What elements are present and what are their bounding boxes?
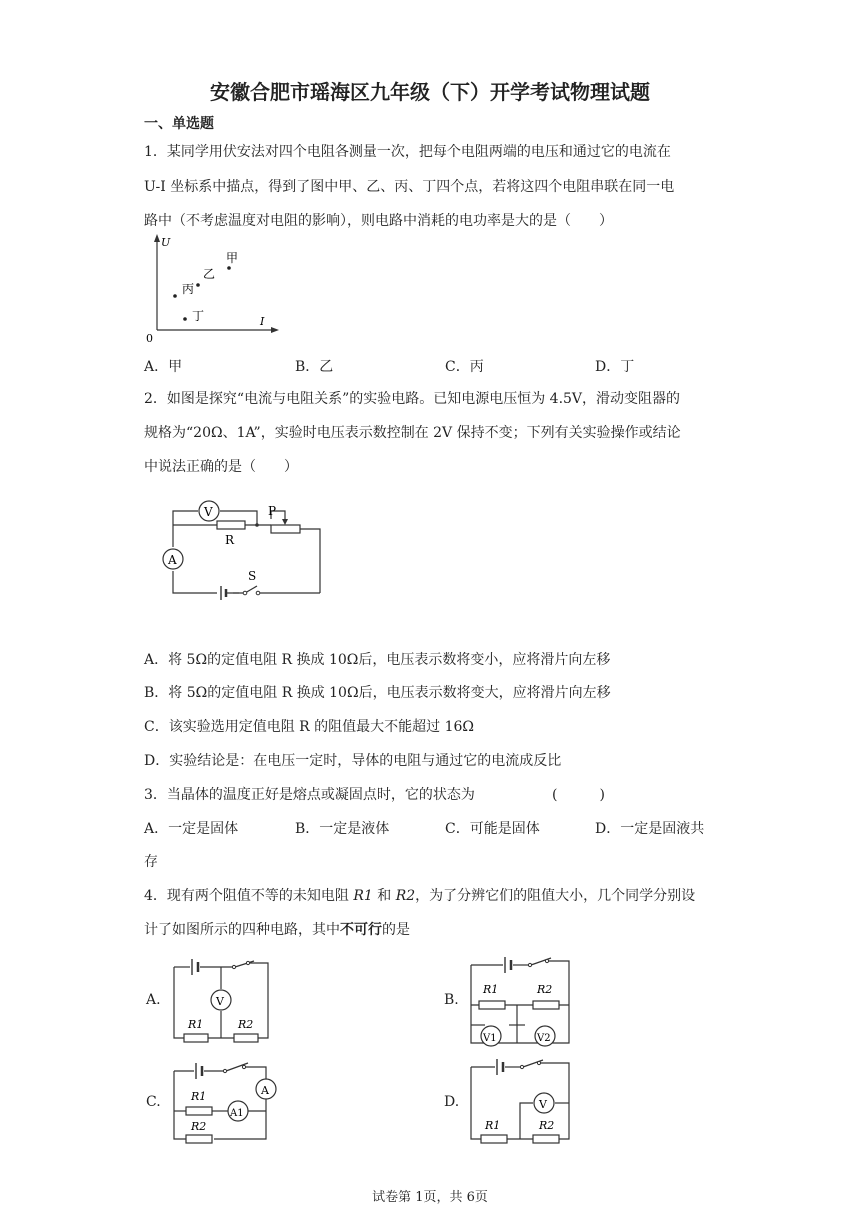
q3-answer-bracket: ( ) [552, 787, 605, 803]
q4-text: 和 [372, 888, 396, 904]
r1-symbol: R1 [353, 888, 373, 904]
svg-text:R1: R1 [188, 1018, 204, 1031]
q2-option-b: B．将 5Ω的定值电阻 R 换成 10Ω后，电压表示数将变大，应将滑片向左移 [144, 685, 611, 701]
q4-circuit-a [168, 955, 278, 1047]
switch-label: S [248, 569, 257, 583]
q1-option-b: B．乙 [295, 359, 334, 375]
svg-text:V: V [539, 1098, 547, 1111]
q4-line-1 [144, 885, 695, 905]
origin-label: 0 [146, 332, 153, 345]
voltmeter-label: V [204, 505, 213, 519]
q2-line-2: 规格为“20Ω、1A”，实验时电压表示数控制在 2V 保持不变；下列有关实验操作或结论 [144, 425, 681, 441]
q4-option-a-label: A. [146, 992, 161, 1008]
svg-text:A: A [261, 1084, 269, 1097]
q4-text: 的是 [382, 922, 410, 938]
q4-option-b-label: B. [444, 992, 459, 1008]
q1-line-2: U-I 坐标系中描点，得到了图中甲、乙、丙、丁四个点，若将这四个电阻串联在同一电 [144, 179, 675, 195]
x-axis-label: I [260, 315, 265, 328]
q2-option-c: C．该实验选用定值电阻 R 的阻值最大不能超过 16Ω [144, 719, 475, 735]
point-bing-label: 丙 [182, 282, 195, 296]
page-title: 安徽合肥市瑶海区九年级（下）开学考试物理试题 [210, 80, 650, 104]
r2-symbol: R2 [395, 888, 416, 904]
resistor-label: R [225, 533, 235, 547]
svg-text:R1: R1 [485, 1119, 501, 1132]
q4-option-d-label: D. [444, 1094, 460, 1110]
q4-emphasis: 不可行 [340, 922, 382, 938]
q4-circuit-d [465, 1055, 580, 1147]
q4-text: 计了如图所示的四种电路，其中 [144, 922, 340, 938]
q2-circuit-diagram [155, 495, 330, 605]
q2-option-a: A．将 5Ω的定值电阻 R 换成 10Ω后，电压表示数将变小，应将滑片向左移 [144, 652, 611, 668]
svg-text:V: V [216, 995, 224, 1008]
svg-text:R2: R2 [539, 1119, 555, 1132]
svg-text:R2: R2 [238, 1018, 254, 1031]
page-footer: 试卷第 1页，共 6页 [372, 1190, 488, 1205]
q4-option-c-label: C. [146, 1094, 161, 1110]
svg-text:V2: V2 [537, 1033, 551, 1044]
q1-option-d: D．丁 [595, 359, 635, 375]
slider-label: P [268, 504, 277, 518]
q3-option-c: C．可能是固体 [445, 821, 540, 837]
q3-option-d: D．一定是固液共 [595, 821, 705, 837]
svg-text:A1: A1 [230, 1108, 244, 1119]
svg-text:R1: R1 [483, 983, 499, 996]
q1-option-c: C．丙 [445, 359, 484, 375]
q1-option-a: A．甲 [144, 359, 183, 375]
q1-ui-graph [140, 230, 290, 350]
point-jia [227, 266, 231, 270]
point-ding-label: 丁 [192, 309, 205, 323]
q2-line-3: 中说法正确的是（ ） [144, 459, 298, 475]
q4-text: 4．现有两个阻值不等的未知电阻 [144, 888, 354, 904]
q4-line-2 [144, 919, 410, 939]
svg-text:R2: R2 [191, 1120, 207, 1133]
q1-line-3: 路中（不考虑温度对电阻的影响），则电路中消耗的电功率是大的是（ ） [144, 213, 613, 229]
svg-text:R1: R1 [191, 1090, 207, 1103]
section-heading: 一、单选题 [144, 116, 214, 132]
q4-circuit-b [465, 953, 580, 1051]
q3-option-a: A．一定是固体 [144, 821, 239, 837]
point-jia-label: 甲 [226, 251, 239, 265]
q2-option-d: D．实验结论是：在电压一定时，导体的电阻与通过它的电流成反比 [144, 753, 562, 769]
point-ding [183, 317, 187, 321]
ammeter-label: A [168, 553, 177, 567]
y-axis-label: U [161, 236, 171, 249]
point-yi-label: 乙 [203, 267, 216, 281]
svg-text:R2: R2 [537, 983, 553, 996]
q3-option-b: B．一定是液体 [295, 821, 390, 837]
q2-line-1: 2．如图是探究“电流与电阻关系”的实验电路。已知电源电压恒为 4.5V，滑动变阻器的 [144, 391, 681, 407]
q3-option-d-wrap: 存 [144, 854, 158, 870]
q4-text: ，为了分辨它们的阻值大小，几个同学分别设 [415, 888, 696, 904]
point-bing [173, 294, 177, 298]
q3-line: 3．当晶体的温度正好是熔点或凝固点时，它的状态为 [144, 787, 475, 803]
svg-text:V1: V1 [483, 1033, 497, 1044]
point-yi [196, 283, 200, 287]
q1-line-1: 1．某同学用伏安法对四个电阻各测量一次，把每个电阻两端的电压和通过它的电流在 [144, 144, 671, 160]
q4-circuit-c [168, 1055, 283, 1147]
